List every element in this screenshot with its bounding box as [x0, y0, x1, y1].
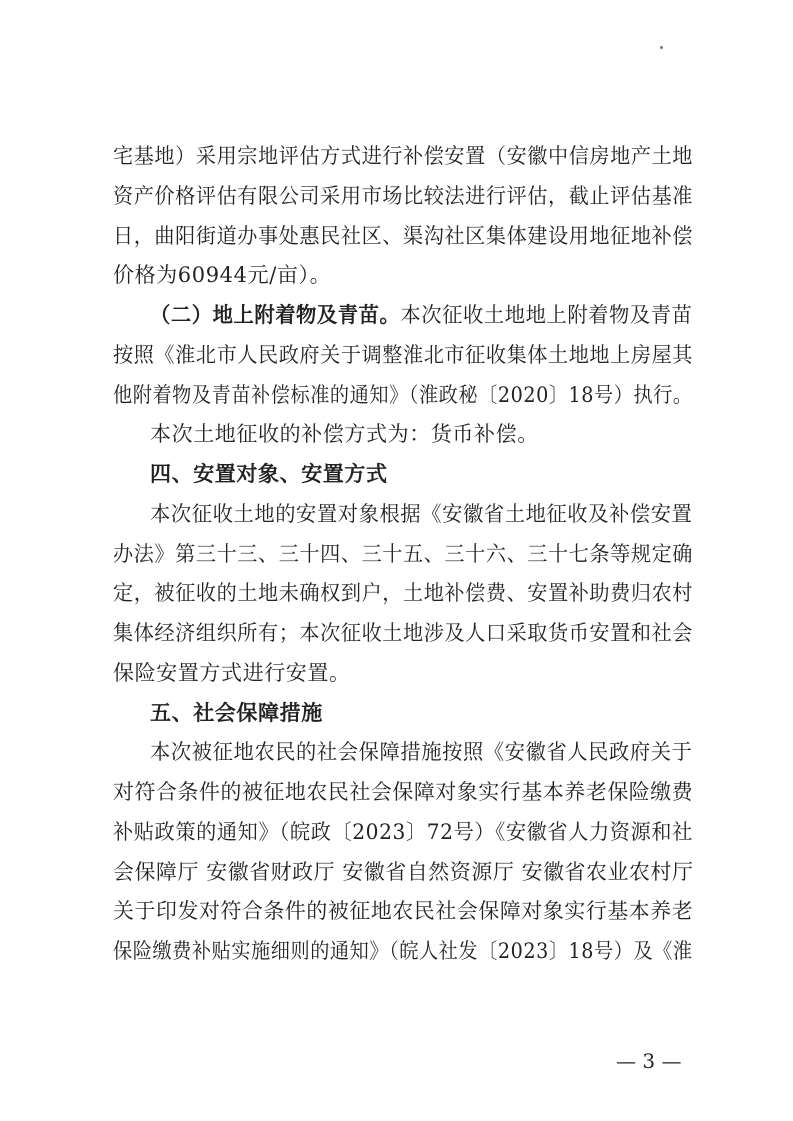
- text-line: 定，被征收的土地未确权到户，土地补偿费、安置补助费归农村: [113, 581, 694, 606]
- text-line: 会保障厅 安徽省财政厅 安徽省自然资源厅 安徽省农业农村厅: [113, 859, 694, 884]
- text-line: 日，曲阳街道办事处惠民社区、渠沟社区集体建设用地征地补偿: [113, 223, 694, 248]
- text-line: 办法》第三十三、三十四、三十五、三十六、三十七条等规定确: [113, 541, 694, 566]
- section-2-heading: （二）地上附着物及青苗。: [150, 303, 401, 327]
- text-line: 对符合条件的被征地农民社会保障对象实行基本养老保险缴费: [113, 780, 694, 804]
- text-line: 宅基地）采用宗地评估方式进行补偿安置（安徽中信房地产土地: [113, 144, 694, 168]
- text-line: 按照《淮北市人民政府关于调整淮北市征收集体土地地上房屋其: [113, 342, 694, 367]
- text-line: 本次被征地农民的社会保障措施按照《安徽省人民政府关于: [150, 740, 693, 765]
- text-line: 资产价格评估有限公司采用市场比较法进行评估，截止评估基准: [113, 183, 694, 208]
- section-2-text: 本次征收土地地上附着物及青苗: [400, 303, 693, 327]
- text-line: 保险缴费补贴实施细则的通知》（皖人社发〔2023〕18号）及《淮: [113, 939, 693, 963]
- text-line: 他附着物及青苗补偿标准的通知》（淮政秘〔2020〕18号）执行。: [113, 382, 693, 407]
- text-line: 保险安置方式进行安置。: [113, 660, 351, 685]
- text-line: 关于印发对符合条件的被征地农民社会保障对象实行基本养老: [113, 899, 694, 924]
- section-5-heading: 五、社会保障措施: [150, 700, 323, 725]
- text-line: 本次土地征收的补偿方式为：货币补偿。: [150, 422, 539, 447]
- scan-speck: [660, 46, 663, 49]
- page-number: — 3 —: [616, 1049, 682, 1073]
- text-line: 本次征收土地的安置对象根据《安徽省土地征收及补偿安置: [150, 501, 693, 526]
- section-4-heading: 四、安置对象、安置方式: [150, 462, 388, 486]
- text-line: 集体经济组织所有；本次征收土地涉及人口采取货币安置和社会: [113, 621, 694, 645]
- text-line: 价格为60944元/亩）。: [113, 263, 332, 288]
- text-line: 补贴政策的通知》（皖政〔2023〕72号）《安徽省人力资源和社: [113, 819, 693, 844]
- section-2-first-line: [150, 300, 693, 330]
